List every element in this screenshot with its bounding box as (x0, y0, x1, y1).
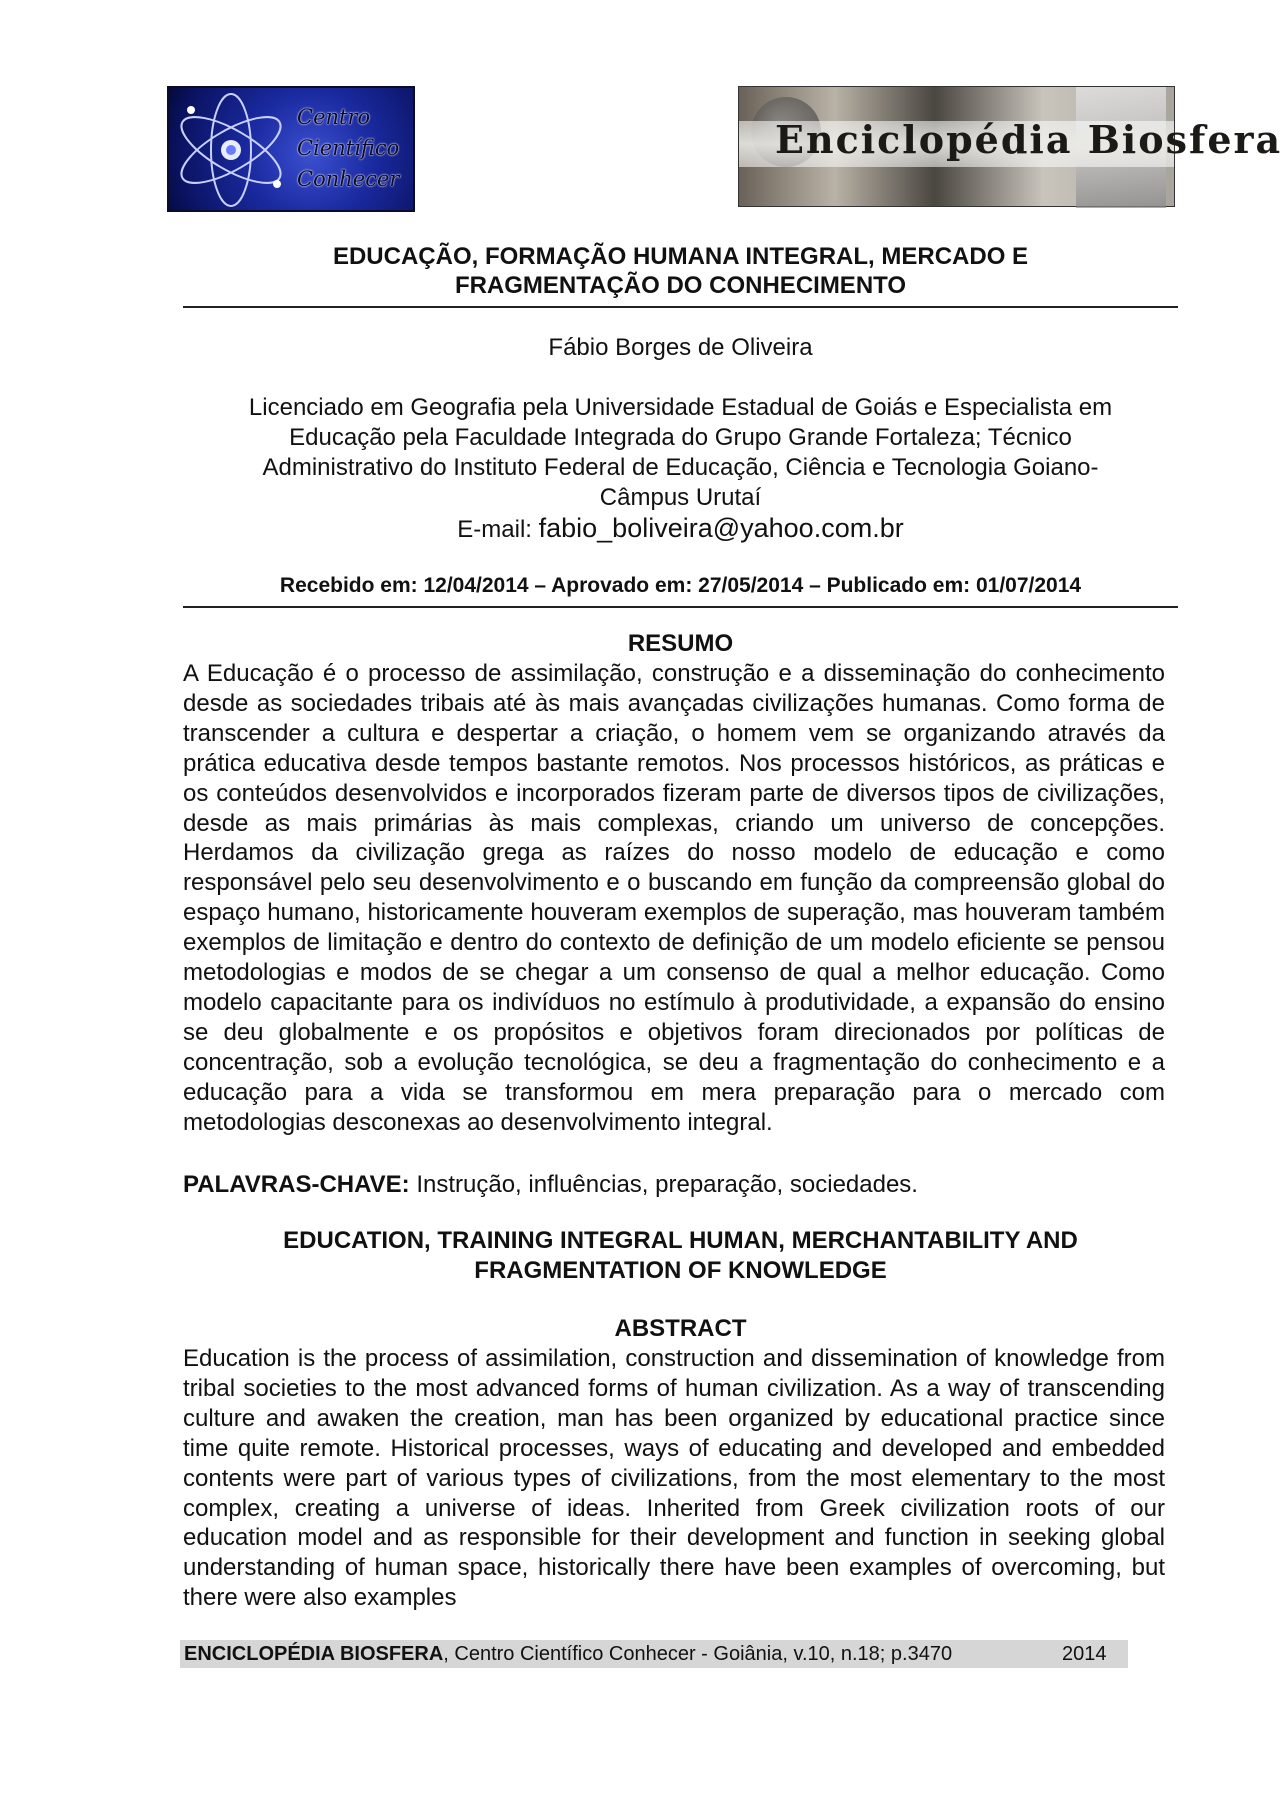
title-line: FRAGMENTAÇÃO DO CONHECIMENTO (454, 272, 907, 299)
footer-details: , Centro Científico Conhecer - Goiânia, v.10, n.18; p.3470 (443, 1643, 953, 1665)
author-name: Fábio Borges de Oliveira (548, 334, 813, 361)
title-divider (183, 306, 1178, 308)
resumo-heading: RESUMO (627, 630, 734, 657)
footer-year: 2014 (1062, 1643, 1107, 1665)
abstract-text: Education is the process of assimilation, construction and dissemination of knowledge from tribal societies to the most advanced forms of human civilization. As a way of transcending culture and awaken the creation, man has been organized by educational practice since time quite remote. Historical processes, ways of educating and developed and embedded contents were part of various types of civilizations, from the most elementary to the most complex, creating a universe of ideas. Inherited from Greek civilization roots of our education model and as responsible for their development and function in seeking global understanding of human space, historically there have been examples of overcoming, but there were also examples (183, 1345, 1165, 1612)
page-footer (180, 1640, 1128, 1668)
publication-dates: Recebido em: 12/04/2014 – Aprovado em: 27/05/2014 – Publicado em: 01/07/2014 (279, 574, 1082, 597)
affiliation-line: Administrativo do Instituto Federal de Educação, Ciência e Tecnologia Goiano- (262, 454, 1099, 481)
abstract-heading: ABSTRACT (614, 1315, 747, 1342)
enciclopedia-biosfera-logo (738, 86, 1282, 207)
centro-cientifico-conhecer-logo (167, 86, 415, 212)
logo-title: Enciclopédia Biosfera (775, 117, 1282, 162)
dates-divider (183, 606, 1178, 608)
keywords (183, 1170, 1165, 1200)
keywords-list: Instrução, influências, preparação, sociedades. (409, 1171, 918, 1198)
keywords-label: PALAVRAS-CHAVE: (183, 1171, 410, 1198)
logo-line: Científico (297, 136, 400, 160)
logo-line: Centro (297, 105, 371, 129)
author-affiliation (183, 393, 1178, 513)
title-line: EDUCATION, TRAINING INTEGRAL HUMAN, MERCHANTABILITY AND (283, 1227, 1078, 1254)
title-line: FRAGMENTATION OF KNOWLEDGE (474, 1257, 887, 1284)
affiliation-line: Educação pela Faculdade Integrada do Grupo Grande Fortaleza; Técnico (289, 424, 1072, 451)
affiliation-line: Licenciado em Geografia pela Universidade Estadual de Goiás e Especialista em (248, 394, 1113, 421)
article-title (183, 242, 1178, 300)
email-address[interactable]: fabio_boliveira@yahoo.com.br (538, 513, 904, 543)
resumo-text: A Educação é o processo de assimilação, construção e a disseminação do conhecimento desde as sociedades tribais até às mais avançadas civilizações humanas. Como forma de transcender a cultura e despertar a criação, o homem vem se organizando através da prática educativa desde tempos bastante remotos. Nos processos históricos, as práticas e os conteúdos desenvolvidos e incorporados fizeram parte de diversos tipos de civilizações, desde as mais primárias às mais complexas, criando um universo de concepções. Herdamos da civilização grega as raízes do nosso modelo de educação e como responsável pelo seu desenvolvimento e o buscando em função da compreensão global do espaço humano, historicamente houveram exemplos de superação, mas houveram também exemplos de limitação e dentro do contexto de definição de um modelo eficiente se pensou metodologias e modos de se chegar a um consenso de qual a melhor educação. Como modelo capacitante para os indivíduos no estímulo à produtividade, a expansão do ensino se deu globalmente e os propósitos e objetivos foram direcionados por políticas de concentração, sob a evolução tecnológica, se deu a fragmentação do conhecimento e a educação para a vida se transformou em mera preparação para o mercado com metodologias desconexas ao desenvolvimento integral. (183, 660, 1165, 1136)
title-line: EDUCAÇÃO, FORMAÇÃO HUMANA INTEGRAL, MERCADO E (332, 243, 1029, 270)
logo-line: Conhecer (297, 167, 400, 191)
footer-journal: ENCICLOPÉDIA BIOSFERA (184, 1643, 444, 1665)
author-email (183, 512, 1178, 546)
affiliation-line: Câmpus Urutaí (599, 484, 762, 511)
email-label: E-mail: (457, 516, 539, 543)
english-title (183, 1226, 1178, 1286)
